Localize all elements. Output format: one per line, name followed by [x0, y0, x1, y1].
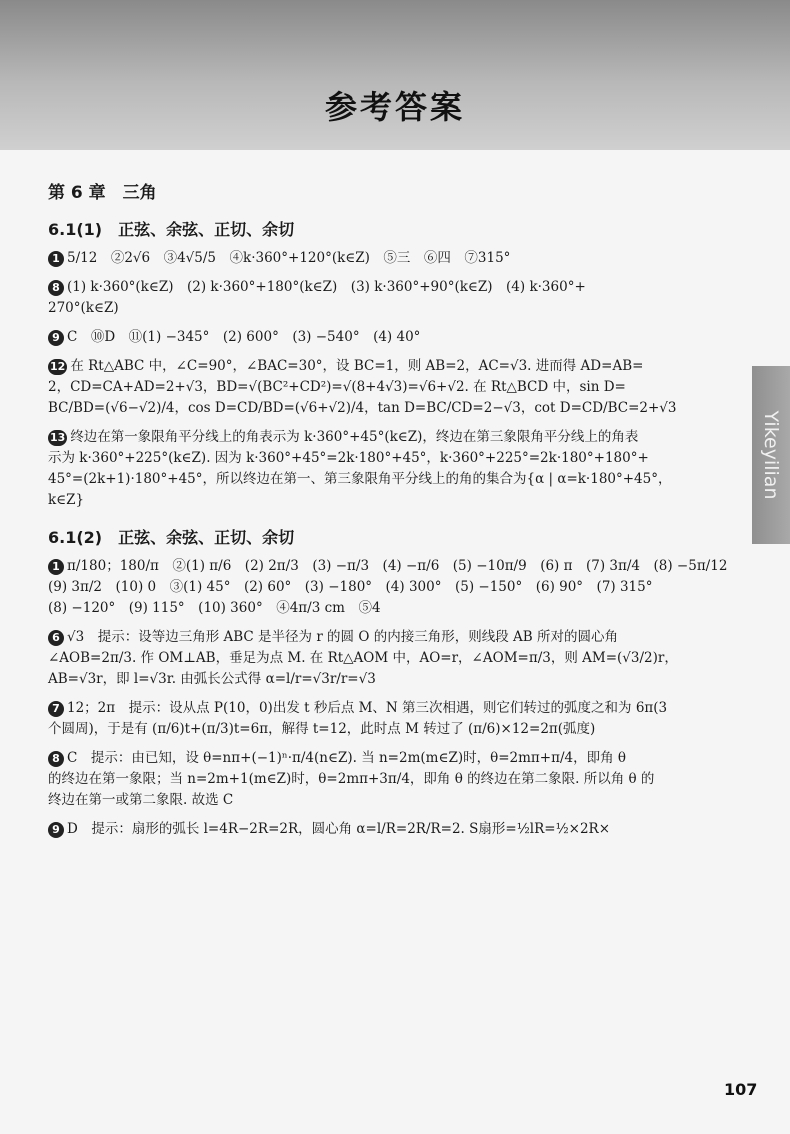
question-number-badge: 9: [48, 822, 64, 838]
question-number-badge: 1: [48, 559, 64, 575]
question-number-badge: 8: [48, 751, 64, 767]
answer-text: 终边在第一象限角平分线上的角表示为 k·360°+45°(k∈Z)，终边在第三象限角平分线上的角表: [70, 429, 639, 445]
answer-line: [48, 277, 758, 298]
answer-text: (1) k·360°(k∈Z) (2) k·360°+180°(k∈Z) (3) k·360°+90°(k∈Z) (4) k·360°+: [67, 279, 586, 295]
answer-text: ∠AOB=2π/3. 作 OM⊥AB，垂足为点 M. 在 Rt△AOM 中，AO=r，∠AOM=π/3，则 AM=(√3/2)r，: [48, 650, 678, 666]
question-number-badge: 1: [48, 251, 64, 267]
chapter-title: 第 6 章 三角: [48, 183, 157, 203]
answer-line: [48, 698, 758, 719]
answer-line: [48, 819, 758, 840]
answer-line: [48, 748, 758, 769]
question-number-badge: 7: [48, 701, 64, 717]
answer-line: [48, 298, 758, 319]
answer-text: C ⑩D ⑪(1) −345° (2) 600° (3) −540° (4) 40°: [67, 329, 421, 345]
answer-text: D 提示：扇形的弧长 l=4R−2R=2R，圆心角 α=l/R=2R/R=2. S扇形=½lR=½×2R×: [67, 821, 611, 837]
answer-line: [48, 598, 758, 619]
answer-line: [48, 627, 758, 648]
answer-text: (9) 3π/2 (10) 0 ③(1) 45° (2) 60° (3) −180° (4) 300° (5) −150° (6) 90° (7) 315°: [48, 579, 653, 595]
answer-line: [48, 556, 758, 577]
question-number-badge: 8: [48, 280, 64, 296]
section-title: 6.1(2) 正弦、余弦、正切、余切: [48, 528, 295, 547]
page-title: 参考答案: [324, 88, 465, 126]
answer-text: 的终边在第一象限；当 n=2m+1(m∈Z)时，θ=2mπ+3π/4，即角 θ 的终边在第二象限. 所以角 θ 的: [48, 771, 655, 787]
question-number-badge: 9: [48, 330, 64, 346]
answer-text: 示为 k·360°+225°(k∈Z). 因为 k·360°+45°=2k·180°+45°，k·360°+225°=2k·180°+180°+: [48, 450, 649, 466]
answer-line: [48, 398, 758, 419]
answer-text: 个圆周)，于是有 (π/6)t+(π/3)t=6π，解得 t=12，此时点 M 转过了 (π/6)×12=2π(弧度): [48, 721, 596, 737]
answer-line: [48, 790, 758, 811]
answer-line: [48, 669, 758, 690]
page-number: 107: [724, 1080, 758, 1099]
section-body: [48, 556, 758, 840]
answer-line: [48, 377, 758, 398]
answer-line: [48, 427, 758, 448]
answer-line: [48, 469, 758, 490]
answer-text: C 提示：由已知，设 θ=nπ+(−1)ⁿ·π/4(n∈Z). 当 n=2m(m∈Z)时，θ=2mπ+π/4，即角 θ: [67, 750, 627, 766]
answer-line: [48, 490, 758, 511]
answer-line: [48, 648, 758, 669]
answer-text: k∈Z}: [48, 492, 85, 508]
answer-line: [48, 356, 758, 377]
section-title: 6.1(1) 正弦、余弦、正切、余切: [48, 220, 295, 239]
side-tab-label: Yikeyilian: [760, 410, 782, 500]
answer-text: BC/BD=(√6−√2)/4，cos D=CD/BD=(√6+√2)/4，tan D=BC/CD=2−√3，cot D=CD/BC=2+√3: [48, 400, 677, 416]
answer-text: 45°=(2k+1)·180°+45°，所以终边在第一、第三象限角平分线上的角的集合为{α | α=k·180°+45°，: [48, 471, 672, 487]
answer-line: [48, 327, 758, 348]
answer-text: AB=√3r，即 l=√3r. 由弧长公式得 α=l/r=√3r/r=√3: [48, 671, 376, 687]
question-number-badge: 13: [50, 430, 66, 444]
answer-content: [48, 178, 758, 840]
answer-line: [48, 769, 758, 790]
answer-line: [48, 448, 758, 469]
answer-text: π/180；180/π ②(1) π/6 (2) 2π/3 (3) −π/3 (4) −π/6 (5) −10π/9 (6) π (7) 3π/4 (8) −5π/12: [67, 558, 728, 574]
answer-text: (8) −120° (9) 115° (10) 360° ④4π/3 cm ⑤4: [48, 600, 381, 616]
answer-text: 270°(k∈Z): [48, 300, 119, 316]
answer-text: √3 提示：设等边三角形 ABC 是半径为 r 的圆 O 的内接三角形，则线段 AB 所对的圆心角: [67, 629, 618, 645]
question-number-badge: 6: [48, 630, 64, 646]
answer-text: 12；2π 提示：设从点 P(10，0)出发 t 秒后点 M、N 第三次相遇，则它们转过的弧度之和为 6π(3: [67, 700, 668, 716]
answer-text: 5/12 ②2√6 ③4√5/5 ④k·360°+120°(k∈Z) ⑤三 ⑥四 ⑦315°: [67, 250, 511, 266]
section-body: [48, 248, 758, 511]
answer-text: 2，CD=CA+AD=2+√3，BD=√(BC²+CD²)=√(8+4√3)=√6+√2. 在 Rt△BCD 中，sin D=: [48, 379, 626, 395]
answer-text: 终边在第一或第二象限. 故选 C: [48, 792, 234, 808]
answer-line: [48, 577, 758, 598]
answer-line: [48, 719, 758, 740]
question-number-badge: 12: [50, 359, 66, 373]
answer-line: [48, 248, 758, 269]
answer-text: 在 Rt△ABC 中，∠C=90°，∠BAC=30°，设 BC=1，则 AB=2，AC=√3. 进而得 AD=AB=: [70, 358, 644, 374]
